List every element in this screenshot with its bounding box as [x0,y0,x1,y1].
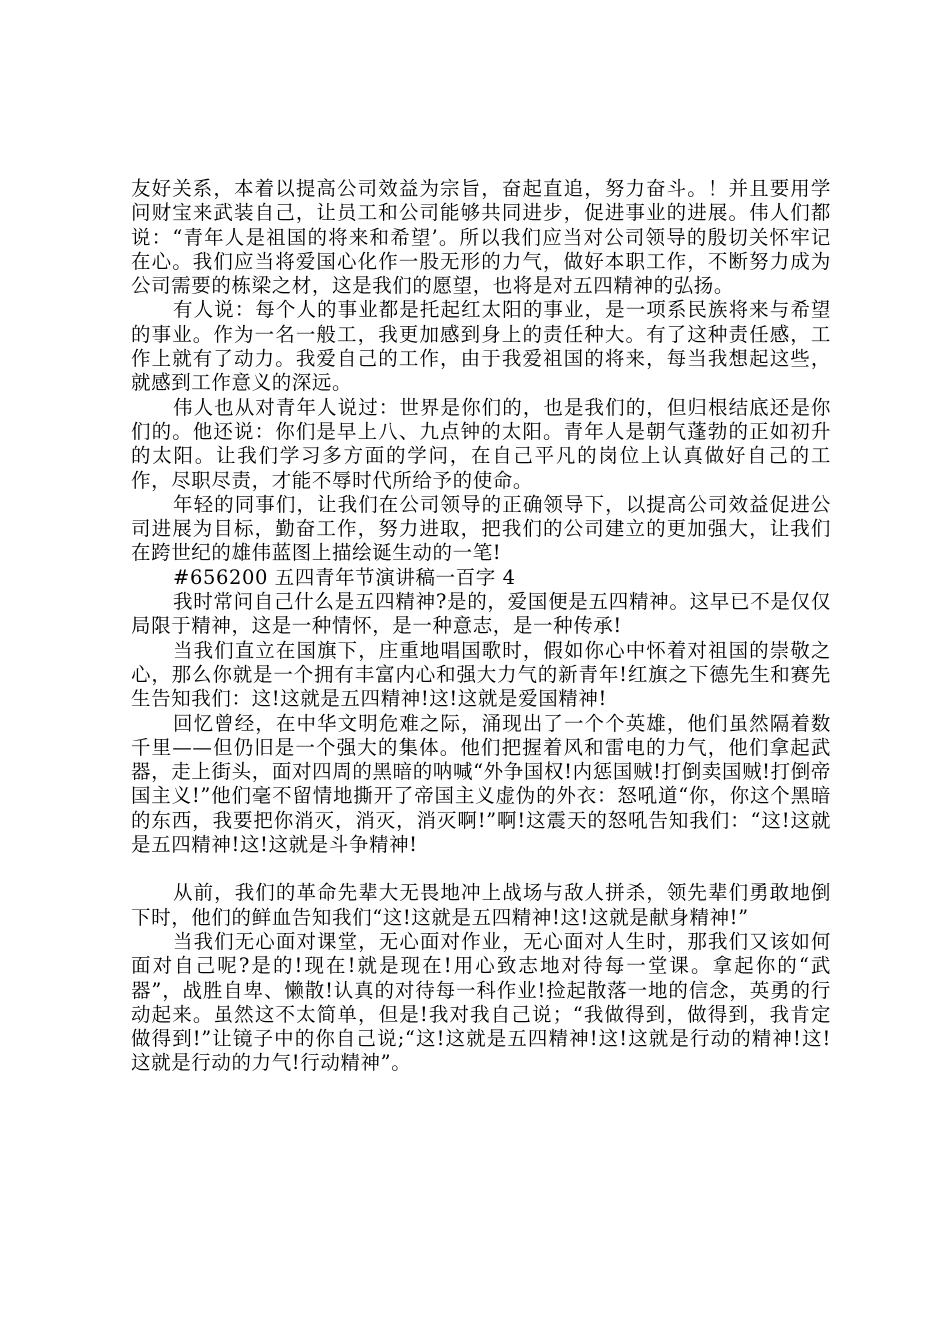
paragraph-3: 伟人也从对青年人说过：世界是你们的，也是我们的，但归根结底还是你们的。他还说：你们是早上八、九点钟的太阳。青年人是朝气蓬勃的正如初升的太阳。让我们学习多方面的学问，在自己平凡的岗位上认真做好自己的工作，尽职尽责，才能不辱时代所给予的使命。 [131,395,831,492]
paragraph-8: 从前，我们的革命先辈大无畏地冲上战场与敌人拼杀，领先辈们勇敢地倒下时，他们的鲜血告知我们“这!这就是五四精神!这!这就是献身精神!” [131,881,831,929]
document-body [131,177,831,1076]
paragraph-6: 当我们直立在国旗下，庄重地唱国歌时，假如你心中怀着对祖国的崇敬之心，那么你就是一个拥有丰富内心和强大力气的新青年!红旗之下德先生和赛先生告知我们：这!这就是五四精神!这!这就是爱国精神! [131,638,831,711]
paragraph-4: 年轻的同事们，让我们在公司领导的正确领导下，以提高公司效益促进公司进展为目标，勤奋工作，努力进取，把我们的公司建立的更加强大，让我们在跨世纪的雄伟蓝图上描绘诞生动的一笔! [131,492,831,565]
paragraph-9: 当我们无心面对课堂，无心面对作业，无心面对人生时，那我们又该如何面对自己呢?是的!现在!就是现在!用心致志地对待每一堂课。拿起你的“武器”，战胜自卑、懒散!认真的对待每一科作业!捡起散落一地的信念，英勇的行动起来。虽然这不太简单，但是!我对我自己说；“我做得到，做得到，我肯定做得到!”让镜子中的你自己说;“这!这就是五四精神!这!这就是行动的精神!这!这就是行动的力气!行动精神”。 [131,929,831,1075]
paragraph-5: 我时常问自己什么是五四精神?是的，爱国便是五四精神。这早已不是仅仅局限于精神，这是一种情怀，是一种意志，是一种传承! [131,590,831,638]
section-heading: #656200 五四青年节演讲稿一百字 4 [173,565,516,589]
paragraph-1: 友好关系，本着以提高公司效益为宗旨，奋起直追，努力奋斗。！并且要用学问财宝来武装自己，让员工和公司能够共同进步，促进事业的进展。伟人们都说：“青年人是祖国的将来和希望’。所以我们应当对公司领导的殷切关怀牢记在心。我们应当将爱国心化作一股无形的力气，做好本职工作，不断努力成为公司需要的栋梁之材，这是我们的愿望，也将是对五四精神的弘扬。 [131,177,831,298]
paragraph-7: 回忆曾经，在中华文明危难之际，涌现出了一个个英雄，他们虽然隔着数千里——但仍旧是一个强大的集体。他们把握着风和雷电的力气，他们拿起武器，走上街头，面对四周的黑暗的呐喊“外争国权!内惩国贼!打倒卖国贼!打倒帝国主义!”他们毫不留情地撕开了帝国主义虚伪的外衣：怒吼道“你，你这个黑暗的东西，我要把你消灭，消灭，消灭啊!”啊!这震天的怒吼告知我们：“这!这就是五四精神!这!这就是斗争精神! [131,711,831,857]
paragraph-2: 有人说：每个人的事业都是托起红太阳的事业，是一项系民族将来与希望的事业。作为一名一般工，我更加感到身上的责任种大。有了这种责任感，工作上就有了动力。我爱自己的工作，由于我爱祖国的将来，每当我想起这些，就感到工作意义的深远。 [131,298,831,395]
paragraph-gap [131,857,831,881]
